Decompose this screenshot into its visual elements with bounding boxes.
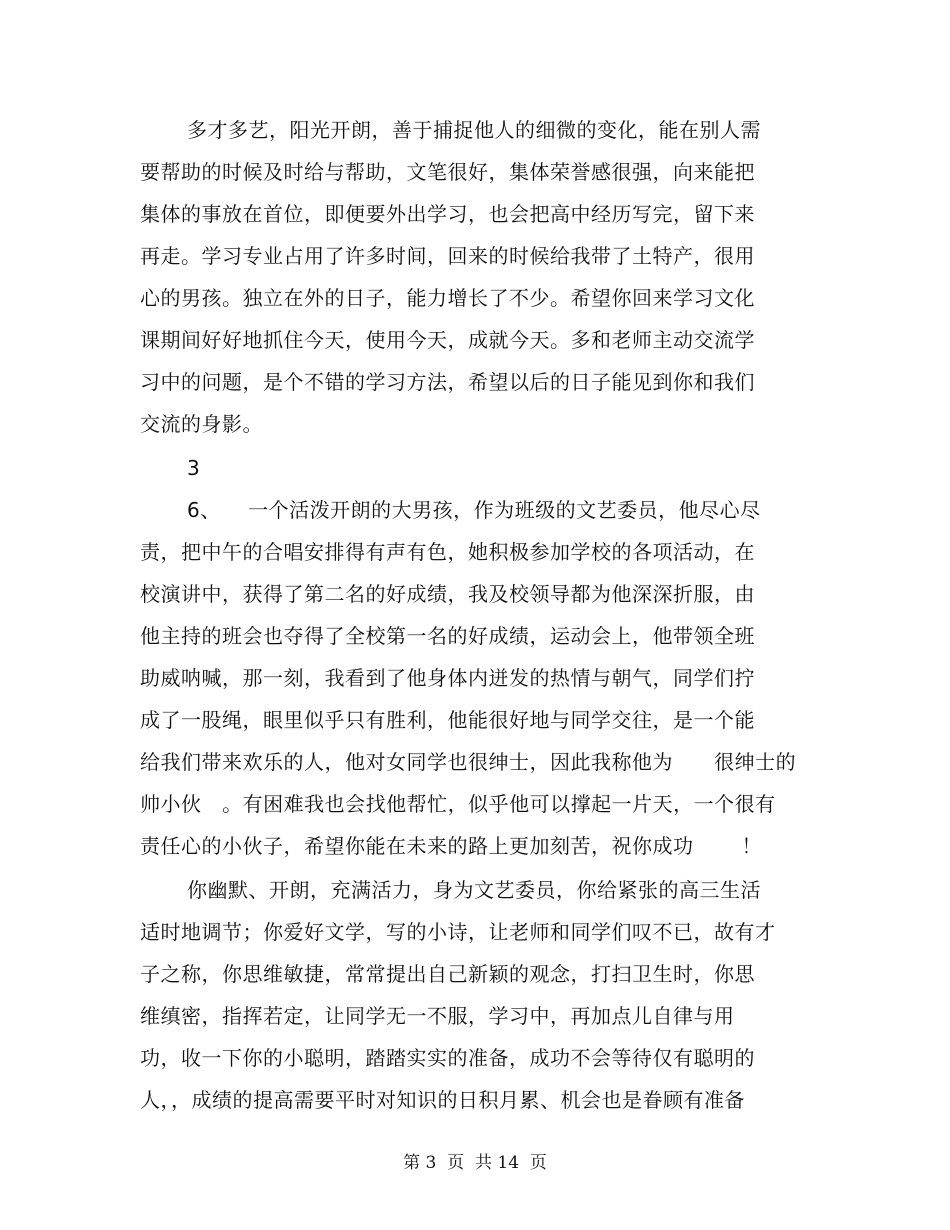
text-line: 帅小伙 。有困难我也会找他帮忙，似乎他可以撑起一片天，一个很有 <box>140 792 776 816</box>
text-line: 3 <box>187 456 201 480</box>
text-line: 你幽默、开朗，充满活力，身为文艺委员，你给紧张的高三生活 <box>187 878 761 902</box>
text-line: 集体的事放在首位，即便要外出学习，也会把高中经历写完，留下来 <box>140 202 755 226</box>
text-line: 责任心的小伙子，希望你能在未来的路上更加刻苦，祝你成功 ！ <box>140 834 763 858</box>
text-line: 助威呐喊，那一刻，我看到了他身体内迸发的热情与朝气，同学们拧 <box>140 666 755 690</box>
text-line: 维缜密，指挥若定，让同学无一不服，学习中，再加点儿自律与用 <box>140 1004 735 1028</box>
text-line: 要帮助的时候及时给与帮助，文笔很好，集体荣誉感很强，向来能把 <box>140 160 755 184</box>
text-line: 校演讲中，获得了第二名的好成绩，我及校领导都为他深深折服，由 <box>140 582 755 606</box>
text-line: 适时地调节；你爱好文学，写的小诗，让老师和同学们叹不已，故有才 <box>140 920 776 944</box>
text-line: 成了一股绳，眼里似乎只有胜利，他能很好地与同学交往，是一个能 <box>140 708 755 732</box>
text-line: 心的男孩。独立在外的日子，能力增长了不少。希望你回来学习文化 <box>140 286 755 310</box>
text-line: 子之称，你思维敏捷，常常提出自己新颖的观念，打扫卫生时，你思 <box>140 962 755 986</box>
text-line: 多才多艺，阳光开朗，善于捕捉他人的细微的变化，能在别人需 <box>187 118 761 142</box>
text-line: 交流的身影。 <box>140 412 263 436</box>
text-line: 功，收一下你的小聪明，踏踏实实的准备，成功不会等待仅有聪明的 <box>140 1046 755 1070</box>
text-line: 习中的问题，是个不错的学习方法，希望以后的日子能见到你和我们 <box>140 370 755 394</box>
page-footer: 第 3 页 共 14 页 <box>403 1153 547 1173</box>
text-line: 课期间好好地抓住今天，使用今天，成就今天。多和老师主动交流学 <box>140 328 755 352</box>
text-line: 再走。学习专业占用了许多时间，回来的时候给我带了土特产，很用 <box>140 244 755 268</box>
text-line: 人，，成绩的提高需要平时对知识的日积月累、机会也是眷顾有准备 <box>140 1088 745 1112</box>
text-line: 他主持的班会也夺得了全校第一名的好成绩，运动会上，他带领全班 <box>140 624 755 648</box>
text-line: 6、 一个活泼开朗的大男孩，作为班级的文艺委员，他尽心尽 <box>187 498 761 522</box>
text-line: 给我们带来欢乐的人，他对女同学也很绅士，因此我称他为 很绅士的 <box>140 750 797 774</box>
text-line: 责，把中午的合唱安排得有声有色，她积极参加学校的各项活动，在 <box>140 540 755 564</box>
